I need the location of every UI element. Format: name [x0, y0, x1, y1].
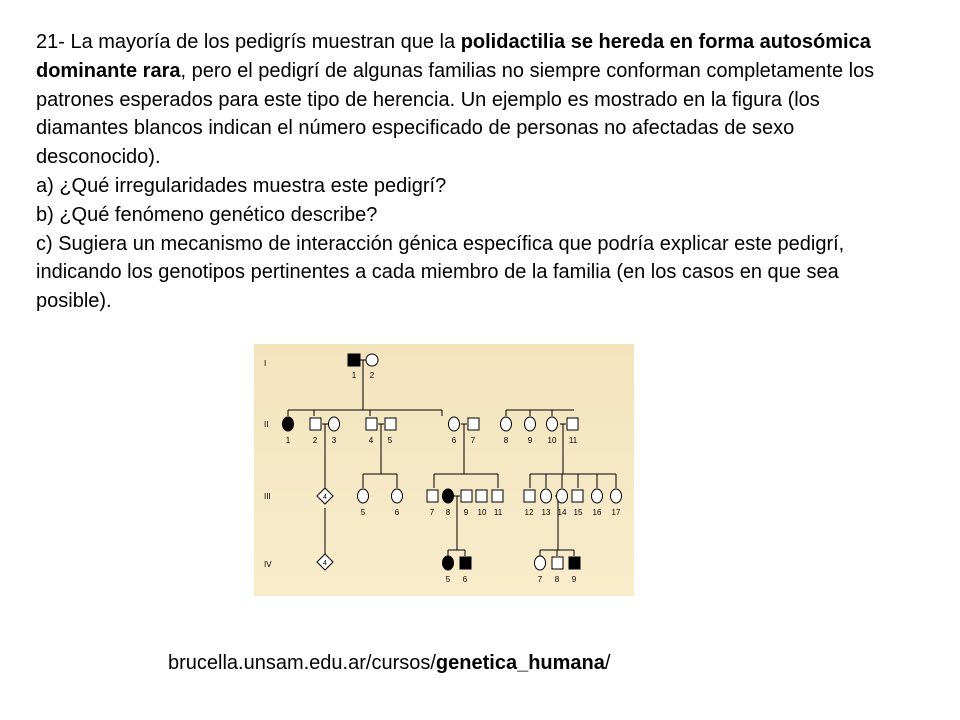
- label-II-7: 7: [470, 436, 476, 445]
- gen2-male-5: [385, 418, 396, 430]
- gen2-female-3: [329, 417, 340, 431]
- gen3-male-12: [524, 490, 535, 502]
- gen3-female-16: [592, 489, 603, 503]
- label-IV-9: 9: [571, 575, 577, 584]
- label-III-16: 16: [592, 508, 602, 517]
- label-II-10: 10: [547, 436, 557, 445]
- gen3-male-11: [492, 490, 503, 502]
- label-III-8: 8: [445, 508, 451, 517]
- label-III-17: 17: [611, 508, 621, 517]
- gen3-female-13: [541, 489, 552, 503]
- gen2-female-1-affected: [283, 417, 294, 431]
- intro-bold-polidactilia: polidactilia se hereda en forma autosómica dominante rara: [36, 31, 871, 82]
- question-text: [36, 28, 916, 316]
- label-III-12: 12: [524, 508, 534, 517]
- label-I-2: 2: [369, 371, 375, 380]
- gen2-female-6: [449, 417, 460, 431]
- label-IV-8: 8: [554, 575, 560, 584]
- pedigree-figure: [254, 344, 634, 601]
- gen4-female-5-affected: [443, 556, 454, 570]
- question-item-b: b) ¿Qué fenómeno genético describe?: [36, 203, 378, 226]
- label-II-3: 3: [331, 436, 337, 445]
- label-I-1: 1: [351, 371, 357, 380]
- gen4-female-7: [535, 556, 546, 570]
- label-II-4: 4: [368, 436, 374, 445]
- generation-label-II: II: [264, 420, 269, 429]
- label-III-11: 11: [493, 508, 503, 517]
- question-item-a: a) ¿Qué irregularidades muestra este pedigrí?: [36, 174, 447, 197]
- label-II-11: 11: [568, 436, 578, 445]
- question-item-c-line3: posible).: [36, 290, 112, 313]
- intro-text-2: , pero el pedigrí de algunas familias no siempre conforman completamente los patrones esperados para este tipo de herencia. Un ejemplo es mostrado en la figura (los diamantes blancos indican el número especificado de personas no afectadas de sexo desconocido).: [36, 59, 875, 169]
- intro-text-1: 21- La mayoría de los pedigrís muestran que la: [36, 31, 461, 53]
- label-III-15: 15: [573, 508, 583, 517]
- label-II-8: 8: [503, 436, 509, 445]
- gen4-male-8: [552, 557, 563, 569]
- label-II-1: 1: [285, 436, 291, 445]
- gen3-female-8-affected: [443, 489, 454, 503]
- label-III-6: 6: [394, 508, 400, 517]
- label-III-10: 10: [477, 508, 487, 517]
- gen3-female-17: [611, 489, 622, 503]
- gen3-female-5: [358, 489, 369, 503]
- gen2-female-10: [547, 417, 558, 431]
- gen2-male-4: [366, 418, 377, 430]
- label-III-7: 7: [429, 508, 435, 517]
- gen3-female-14: [557, 489, 568, 503]
- gen2-male-7: [468, 418, 479, 430]
- gen1-female-2: [366, 354, 378, 366]
- label-II-2: 2: [312, 436, 318, 445]
- pedigree-chart: [254, 344, 634, 596]
- gen4-male-6-affected: [460, 557, 471, 569]
- question-intro: [36, 28, 916, 172]
- label-III-14: 14: [557, 508, 567, 517]
- label-II-5: 5: [387, 436, 393, 445]
- label-IV-6: 6: [462, 575, 468, 584]
- source-url-prefix: brucella.unsam.edu.ar/cursos/: [168, 652, 436, 674]
- gen3-male-10: [476, 490, 487, 502]
- generation-label-IV: IV: [264, 560, 272, 569]
- label-IV-diamond-count: 4: [323, 560, 327, 567]
- label-III-13: 13: [541, 508, 551, 517]
- source-url-suffix: /: [604, 652, 611, 674]
- generation-label-III: III: [264, 492, 271, 501]
- question-item-c-line1: c) Sugiera un mecanismo de interacción génica específica que podría explicar este pedigrí,: [36, 232, 845, 255]
- label-II-9: 9: [527, 436, 533, 445]
- label-IV-7: 7: [537, 575, 543, 584]
- gen4-male-9-affected: [569, 557, 580, 569]
- gen2-male-11: [567, 418, 578, 430]
- label-III-9: 9: [463, 508, 469, 517]
- question-item-c-line2: indicando los genotipos pertinentes a cada miembro de la familia (en los casos en que sea: [36, 261, 839, 284]
- gen2-male-2: [310, 418, 321, 430]
- gen2-female-8: [501, 417, 512, 431]
- source-url: [168, 652, 610, 675]
- generation-label-I: I: [264, 359, 267, 368]
- label-II-6: 6: [451, 436, 457, 445]
- source-url-bold: genetica_humana: [435, 652, 605, 674]
- gen3-female-6: [392, 489, 403, 503]
- label-III-5: 5: [360, 508, 366, 517]
- gen1-male-1-affected: [348, 354, 360, 366]
- gen3-male-9: [461, 490, 472, 502]
- gen3-male-15: [572, 490, 583, 502]
- label-IV-5: 5: [445, 575, 451, 584]
- label-III-diamond-count: 4: [323, 494, 327, 501]
- gen3-male-7: [427, 490, 438, 502]
- gen2-female-9: [525, 417, 536, 431]
